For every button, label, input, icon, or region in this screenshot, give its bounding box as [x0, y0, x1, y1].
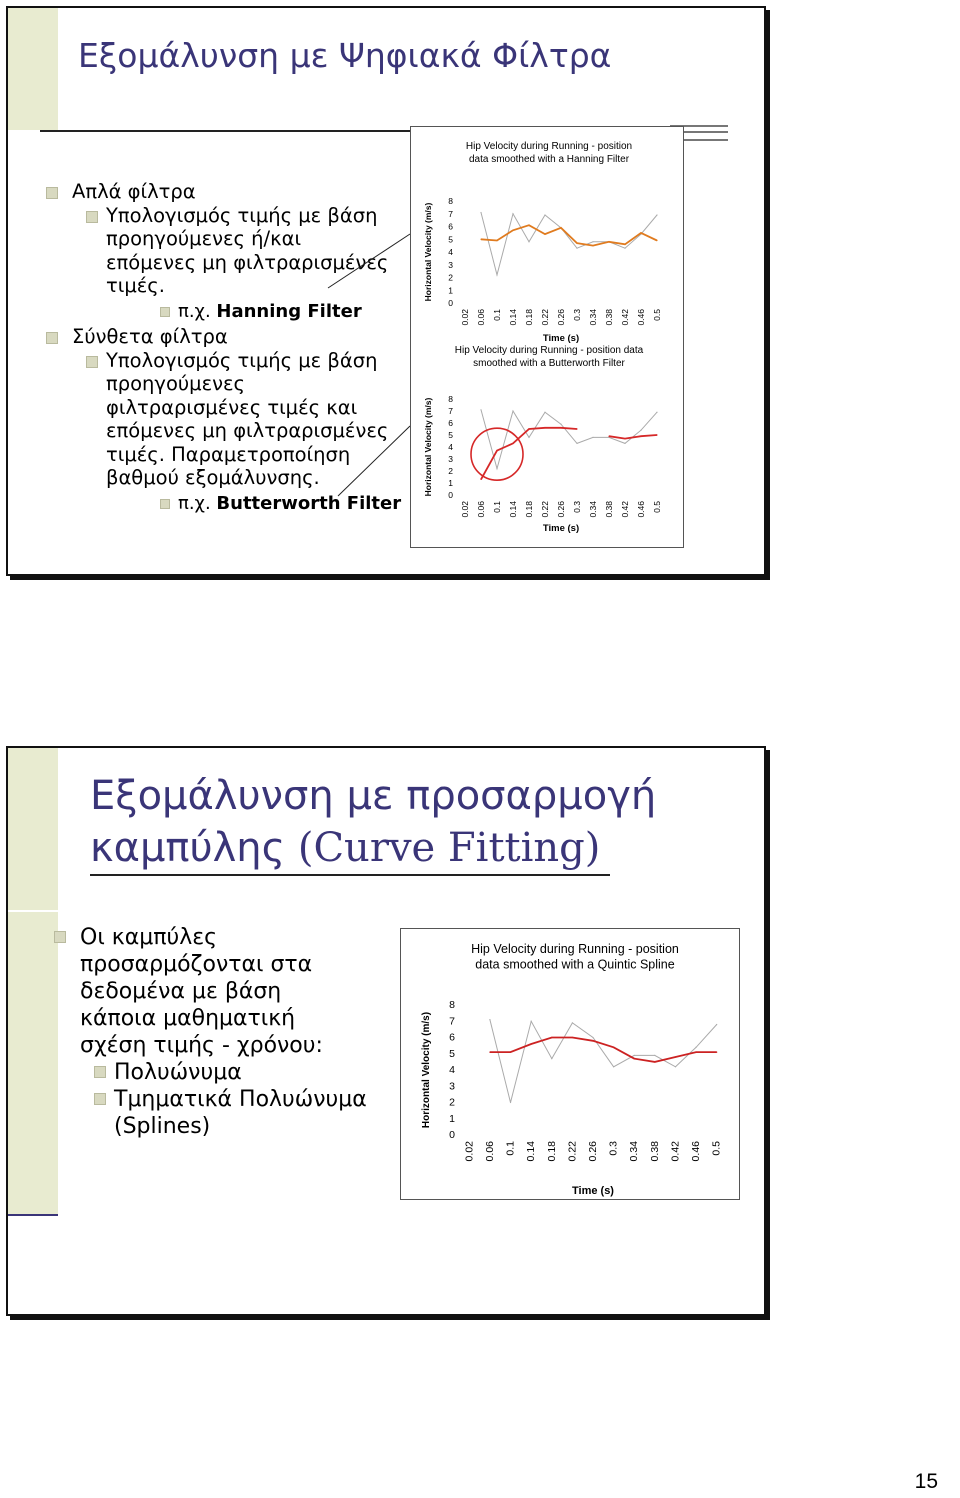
series-1-point	[634, 1058, 635, 1059]
y-tick-label: 6	[448, 221, 453, 232]
x-tick-label: 0.46	[690, 1141, 703, 1162]
y-tick-label: 0	[448, 298, 453, 308]
series-0-point	[613, 1066, 614, 1067]
y-tick-label: 0	[448, 490, 453, 500]
y-tick-label: 1	[449, 1112, 455, 1125]
series-0-point	[544, 412, 545, 413]
quintic-spline-chart	[401, 929, 739, 1199]
x-tick-label: 0.38	[604, 309, 614, 326]
series-1-point	[576, 428, 577, 429]
series-1-point	[489, 1052, 490, 1053]
x-tick-label: 0.22	[540, 309, 550, 326]
series-0-line	[481, 410, 657, 469]
x-axis-label: Time (s)	[542, 333, 580, 344]
series-1-line	[481, 428, 577, 480]
series-1-line	[609, 435, 657, 439]
chart-title-line: Hip Velocity during Running - position	[465, 141, 633, 152]
series-1-point	[640, 436, 641, 437]
slide-2-title	[90, 770, 656, 874]
series-0-point	[716, 1024, 717, 1025]
highlight-circle	[471, 428, 523, 480]
bullet-line: προσαρμόζονται στα	[80, 952, 313, 977]
x-tick-label: 0.26	[587, 1141, 599, 1162]
x-tick-label: 0.18	[545, 1141, 558, 1162]
bullet-line: (Splines)	[114, 1114, 211, 1139]
bullet-line: φιλτραρισμένες τιμές και	[106, 395, 358, 419]
y-tick-label: 4	[448, 442, 453, 452]
x-tick-label: 0.26	[556, 309, 566, 326]
series-0-point	[576, 248, 577, 249]
bullet-line: Πολυώνυμα	[114, 1060, 242, 1085]
chart-title-line: data smoothed with a Quintic Spline	[475, 957, 675, 972]
y-tick-label: 8	[448, 196, 453, 206]
x-tick-label: 0.06	[476, 309, 486, 326]
x-tick-label: 0.06	[483, 1141, 496, 1162]
y-tick-label: 8	[449, 999, 455, 1011]
x-tick-label: 0.22	[566, 1141, 579, 1162]
chart-title-line: smoothed with a Butterworth Filter	[473, 358, 625, 369]
series-1-point	[608, 241, 609, 242]
y-tick-label: 2	[449, 1096, 455, 1109]
y-tick-label: 2	[448, 466, 453, 476]
chart-title	[455, 345, 644, 369]
x-axis-label: Time (s)	[572, 1185, 614, 1197]
series-1-point	[654, 1061, 655, 1062]
chart-title	[471, 942, 679, 972]
series-1-point	[624, 244, 625, 245]
series-0-point	[528, 437, 529, 438]
series-1-point	[531, 1043, 532, 1044]
series-0-point	[480, 409, 481, 410]
slide-1-title: Εξομάλυνση με Ψηφιακά Φίλτρα	[78, 36, 612, 75]
bullet-line: βαθμού εξομάλυνσης.	[106, 466, 320, 489]
x-tick-label: 0.14	[508, 309, 518, 326]
x-tick-label: 0.14	[525, 1141, 538, 1162]
series-0-point	[496, 468, 497, 469]
y-tick-label: 1	[448, 478, 453, 488]
series-1-point	[480, 239, 481, 240]
series-1-point	[608, 436, 609, 437]
bullet-line: Υπολογισμός τιμής με βάση	[106, 203, 378, 227]
series-0-point	[528, 241, 529, 242]
title-rule	[90, 874, 610, 876]
series-0-point	[592, 1037, 593, 1038]
bullet-line: τιμές.	[106, 274, 165, 297]
x-tick-label: 0.1	[492, 309, 502, 321]
bullet-text: Σύνθετα φίλτρα	[72, 325, 228, 348]
x-tick-label: 0.46	[636, 501, 646, 518]
bullet-level-2	[52, 1086, 382, 1140]
bullet-line: σχέση τιμής - χρόνου:	[80, 1033, 323, 1058]
bullet-line: προηγούμενες	[106, 372, 245, 395]
series-0-line	[481, 213, 657, 275]
y-tick-label: 2	[448, 272, 453, 283]
y-tick-label: 3	[449, 1080, 455, 1093]
y-tick-label: 7	[449, 1015, 455, 1028]
y-tick-label: 8	[448, 394, 453, 404]
series-0-point	[531, 1021, 532, 1022]
page-number: 15	[914, 1470, 938, 1493]
series-0-point	[592, 437, 593, 438]
x-tick-label: 0.14	[508, 501, 518, 518]
x-tick-label: 0.5	[652, 501, 662, 513]
bullet-line: τιμές. Παραμετροποίηση	[106, 442, 351, 466]
series-1-point	[656, 240, 657, 241]
series-1-point	[695, 1052, 696, 1053]
y-tick-label: 4	[449, 1064, 455, 1076]
y-tick-label: 6	[448, 418, 453, 428]
series-0-point	[489, 1019, 490, 1020]
series-0-point	[510, 1102, 511, 1103]
x-tick-label: 0.42	[669, 1141, 682, 1162]
series-1-point	[551, 1037, 552, 1038]
slide-1	[6, 6, 766, 576]
x-tick-label: 0.34	[588, 501, 598, 518]
x-tick-label: 0.5	[652, 309, 662, 321]
butterworth-chart	[411, 337, 683, 547]
filter-name: Hanning Filter	[216, 300, 362, 322]
filter-name: Butterworth Filter	[216, 492, 402, 514]
series-1-point	[496, 450, 497, 451]
series-1-point	[576, 242, 577, 243]
chart-title-line: Hip Velocity during Running - position	[471, 942, 679, 956]
bullet-line: Τμηματικά Πολυώνυμα	[114, 1087, 367, 1112]
x-tick-label: 0.18	[524, 501, 534, 518]
series-0-point	[624, 248, 625, 249]
series-0-point	[480, 212, 481, 213]
callout-line-hanning	[328, 234, 410, 288]
bullet-marker-icon	[54, 931, 66, 943]
series-0-point	[512, 410, 513, 411]
y-tick-label: 4	[448, 247, 453, 257]
series-1-point	[496, 240, 497, 241]
example-prefix: π.χ.	[178, 492, 217, 514]
series-1-point	[572, 1037, 573, 1038]
series-0-point	[656, 412, 657, 413]
bullet-line: επόμενες μη φιλτραρισμένες	[106, 250, 389, 274]
x-tick-label: 0.02	[463, 1141, 476, 1162]
series-1-point	[560, 227, 561, 228]
series-1-point	[512, 443, 513, 444]
x-tick-label: 0.22	[540, 501, 550, 518]
slide-accent-stripe-lower	[8, 912, 58, 1216]
series-0-point	[675, 1066, 676, 1067]
x-tick-label: 0.34	[588, 309, 598, 326]
y-axis-label: Horizontal Velocity (m/s)	[421, 1011, 432, 1129]
x-tick-label: 0.34	[628, 1141, 641, 1162]
series-0-point	[560, 424, 561, 425]
series-1-point	[613, 1047, 614, 1048]
y-tick-label: 3	[448, 454, 453, 464]
y-tick-label: 7	[448, 406, 453, 416]
x-tick-label: 0.02	[460, 309, 470, 326]
series-0-point	[695, 1047, 696, 1048]
slide-accent-stripe	[8, 748, 58, 910]
x-tick-label: 0.46	[636, 309, 646, 326]
series-1-point	[592, 245, 593, 246]
x-tick-label: 0.3	[572, 501, 582, 513]
series-1-point	[592, 1040, 593, 1041]
series-1-point	[716, 1052, 717, 1053]
series-0-point	[496, 274, 497, 275]
series-1-point	[528, 225, 529, 226]
example-prefix: π.χ.	[178, 300, 217, 322]
bullet-marker-icon	[94, 1066, 106, 1078]
series-1-point	[656, 434, 657, 435]
chart-title-line: data smoothed with a Hanning Filter	[468, 154, 630, 165]
series-1-point	[560, 427, 561, 428]
series-0-point	[572, 1022, 573, 1023]
bullet-marker-icon	[94, 1093, 106, 1105]
x-tick-label: 0.42	[620, 309, 630, 326]
series-1-point	[510, 1052, 511, 1053]
series-0-point	[592, 241, 593, 242]
callout-line-butterworth	[338, 426, 410, 496]
x-tick-label: 0.42	[620, 501, 630, 518]
series-0-point	[634, 1055, 635, 1056]
x-tick-label: 0.5	[710, 1141, 723, 1156]
y-tick-label: 5	[448, 234, 453, 245]
y-tick-label: 6	[449, 1031, 455, 1044]
slide-2-title-line2-greek: καμπύλης	[90, 825, 286, 871]
bullet-line: κάποια μαθηματική	[80, 1006, 296, 1031]
x-tick-label: 0.3	[572, 309, 582, 321]
y-axis-label: Horizontal Velocity (m/s)	[423, 397, 433, 497]
x-tick-label: 0.38	[648, 1141, 661, 1162]
chart-title	[466, 141, 632, 165]
bullet-line: επόμενες μη φιλτραρισμένες	[106, 419, 389, 442]
series-0-line	[490, 1020, 717, 1103]
y-tick-label: 1	[448, 285, 453, 296]
x-tick-label: 0.1	[492, 501, 502, 513]
chart-panel	[410, 126, 684, 548]
series-0-point	[640, 430, 641, 431]
slide-2-title-line1: Εξομάλυνση με προσαρμογή	[90, 773, 657, 819]
x-tick-label: 0.1	[504, 1141, 517, 1156]
series-0-point	[576, 443, 577, 444]
bullet-level-2	[52, 1059, 382, 1086]
x-tick-label: 0.26	[556, 501, 566, 518]
series-1-point	[675, 1056, 676, 1057]
hanning-chart	[411, 127, 683, 344]
x-tick-label: 0.18	[524, 309, 534, 326]
series-1-point	[624, 438, 625, 439]
bullet-text: Απλά φίλτρα	[72, 180, 196, 203]
x-tick-label: 0.06	[476, 501, 486, 518]
series-1-point	[480, 479, 481, 480]
bullet-line: Οι καμπύλες	[80, 925, 218, 950]
series-0-point	[654, 1055, 655, 1056]
series-0-point	[624, 443, 625, 444]
series-1-point	[640, 232, 641, 233]
bullet-level-1	[52, 924, 382, 1059]
series-0-point	[551, 1058, 552, 1059]
slide-2-bullet-list	[52, 924, 382, 1140]
chart-title-line: Hip Velocity during Running - position data	[454, 345, 644, 356]
x-axis-label: Time (s)	[542, 523, 580, 534]
series-1-point	[512, 230, 513, 231]
bullet-line: Υπολογισμός τιμής με βάση	[106, 348, 378, 372]
bullet-line: προηγούμενες ή/και	[106, 227, 302, 250]
y-tick-label: 0	[449, 1129, 455, 1141]
y-axis-label: Horizontal Velocity (m/s)	[423, 202, 433, 302]
x-tick-label: 0.3	[607, 1141, 620, 1156]
series-1-point	[544, 427, 545, 428]
series-1-point	[544, 234, 545, 235]
y-tick-label: 5	[449, 1047, 455, 1060]
y-tick-label: 7	[448, 208, 453, 219]
x-tick-label: 0.02	[460, 501, 470, 518]
series-0-point	[656, 214, 657, 215]
y-tick-label: 5	[448, 430, 453, 440]
slide-2-title-line2-latin: (Curve Fitting)	[297, 825, 601, 871]
series-0-point	[512, 213, 513, 214]
chart-panel-spline	[400, 928, 740, 1200]
series-1-point	[528, 428, 529, 429]
series-0-point	[544, 214, 545, 215]
x-tick-label: 0.38	[604, 501, 614, 518]
y-tick-label: 3	[448, 259, 453, 270]
bullet-line: δεδομένα με βάση	[80, 979, 282, 1004]
slide-2	[6, 746, 766, 1316]
